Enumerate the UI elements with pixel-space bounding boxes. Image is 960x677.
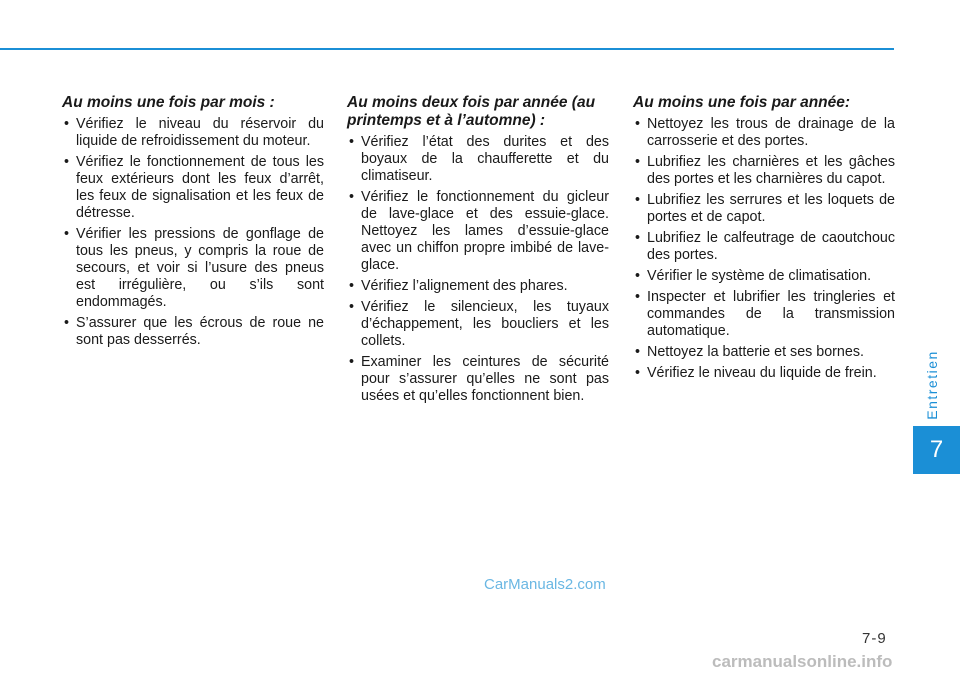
list-item-text: Vérifiez le fonctionnement du gicleur de lave-glace et des essuie-glace. Nettoyez les lames d’essuie-glace avec un chiffon propre imbibé de lave-glace. xyxy=(361,189,609,273)
list-item-text: Lubrifiez le calfeutrage de caoutchouc des portes. xyxy=(647,230,895,263)
bullet-icon: • xyxy=(635,344,641,360)
list-item-text: S’assurer que les écrous de roue ne sont pas desserrés. xyxy=(76,315,324,348)
list-item xyxy=(62,226,324,311)
bullet-icon: • xyxy=(635,230,641,246)
bullet-icon: • xyxy=(635,154,641,170)
bullet-icon: • xyxy=(349,134,355,150)
list-item xyxy=(633,344,895,361)
list-item-text: Vérifiez le fonctionnement de tous les feux extérieurs dont les feux d’arrêt, les feux de signalisation et les feux de détresse. xyxy=(76,154,324,221)
bullet-icon: • xyxy=(349,189,355,205)
list-item xyxy=(347,278,609,295)
section-yearly xyxy=(633,94,895,386)
list-item xyxy=(62,116,324,150)
list-item xyxy=(347,299,609,350)
header-rule xyxy=(0,48,894,50)
bullet-icon: • xyxy=(349,278,355,294)
bullet-icon: • xyxy=(64,154,70,170)
list-item-text: Lubrifiez les charnières et les gâches des portes et les charnières du capot. xyxy=(647,154,895,187)
checklist xyxy=(347,134,609,405)
list-item-text: Vérifiez l’alignement des phares. xyxy=(361,278,568,294)
section-heading: Au moins une fois par année: xyxy=(633,94,851,111)
list-item-text: Vérifiez le silencieux, les tuyaux d’échappement, les boucliers et les collets. xyxy=(361,299,609,349)
page-number: 7-9 xyxy=(862,630,887,647)
bullet-icon: • xyxy=(349,299,355,315)
list-item xyxy=(633,289,895,340)
list-item xyxy=(62,315,324,349)
checklist xyxy=(633,116,895,382)
list-item xyxy=(347,189,609,274)
list-item xyxy=(633,116,895,150)
site-watermark: carmanualsonline.info xyxy=(712,652,893,671)
list-item-text: Examiner les ceintures de sécurité pour s’assurer qu’elles ne sont pas usées et qu’elles fonctionnent bien. xyxy=(361,354,609,404)
bullet-icon: • xyxy=(349,354,355,370)
bullet-icon: • xyxy=(635,289,641,305)
chapter-section-text: Entretien xyxy=(924,350,941,420)
list-item xyxy=(633,365,895,382)
chapter-section-label xyxy=(912,330,952,440)
list-item-text: Vérifiez le niveau du liquide de frein. xyxy=(647,365,877,381)
bullet-icon: • xyxy=(635,365,641,381)
bullet-icon: • xyxy=(64,116,70,132)
list-item xyxy=(633,192,895,226)
bullet-icon: • xyxy=(635,268,641,284)
list-item-text: Inspecter et lubrifier les tringleries et commandes de la transmission automatique. xyxy=(647,289,895,339)
list-item xyxy=(62,154,324,222)
list-item xyxy=(633,268,895,285)
section-twice-yearly xyxy=(347,94,609,409)
chapter-number: 7 xyxy=(929,436,944,463)
list-item xyxy=(347,354,609,405)
list-item xyxy=(347,134,609,185)
list-item-text: Vérifiez l’état des durites et des boyaux de la chaufferette et du climatiseur. xyxy=(361,134,609,184)
checklist xyxy=(62,116,324,349)
section-heading: Au moins une fois par mois : xyxy=(62,94,275,111)
chapter-tab xyxy=(913,426,960,474)
list-item-text: Vérifier les pressions de gonflage de tous les pneus, y compris la roue de secours, et voir si l’usure des pneus est irrégulière, ou s’ils sont endommagés. xyxy=(76,226,324,310)
list-item-text: Vérifier le système de climatisation. xyxy=(647,268,872,284)
bullet-icon: • xyxy=(64,315,70,331)
list-item-text: Lubrifiez les serrures et les loquets de portes et de capot. xyxy=(647,192,895,225)
watermark-link[interactable]: CarManuals2.com xyxy=(484,576,606,593)
bullet-icon: • xyxy=(64,226,70,242)
bullet-icon: • xyxy=(635,116,641,132)
list-item xyxy=(633,230,895,264)
section-monthly xyxy=(62,94,324,353)
list-item-text: Nettoyez la batterie et ses bornes. xyxy=(647,344,864,360)
section-heading: Au moins deux fois par année (au printemps et à l’automne) : xyxy=(347,94,596,129)
list-item xyxy=(633,154,895,188)
list-item-text: Vérifiez le niveau du réservoir du liquide de refroidissement du moteur. xyxy=(76,116,324,149)
bullet-icon: • xyxy=(635,192,641,208)
list-item-text: Nettoyez les trous de drainage de la carrosserie et des portes. xyxy=(647,116,895,149)
